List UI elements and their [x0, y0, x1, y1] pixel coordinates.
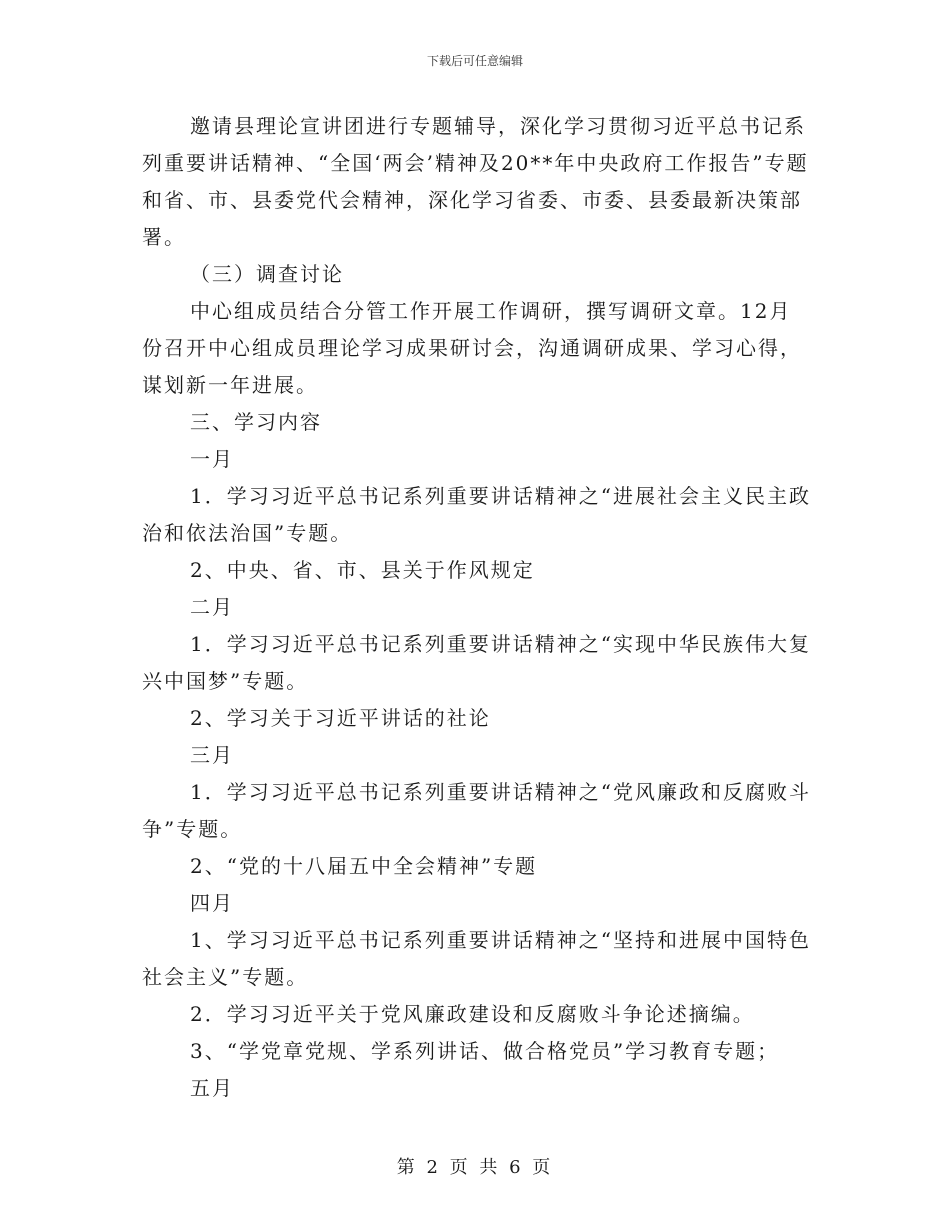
document-body: [142, 108, 812, 1107]
page-header-note: 下载后可任意编辑: [426, 54, 523, 68]
paragraph-research: 中心组成员结合分管工作开展工作调研，撰写调研文章。12月份召开中心组成员理论学习成果研讨会，沟通调研成果、学习心得，谋划新一年进展。: [142, 299, 802, 397]
month-heading-february: 二月: [190, 595, 234, 619]
list-item: 2．学习习近平关于党风廉政建设和反腐败斗争论述摘编。: [190, 1002, 755, 1026]
list-item: 2、中央、省、市、县关于作风规定: [190, 558, 535, 582]
list-item: 2、学习关于习近平讲话的社论: [190, 706, 491, 730]
month-heading-january: 一月: [190, 447, 234, 471]
month-heading-may: 五月: [190, 1076, 234, 1100]
month-heading-march: 三月: [190, 743, 234, 767]
list-item: 1．学习习近平总书记系列重要讲话精神之“进展社会主义民主政治和依法治国”专题。: [142, 484, 811, 545]
list-item: 2、“党的十八届五中全会精神”专题: [190, 854, 538, 878]
section-heading-study-content: 三、学习内容: [190, 410, 322, 434]
month-heading-april: 四月: [190, 891, 234, 915]
list-item: 3、“学党章党规、学系列讲话、做合格党员”学习教育专题；: [190, 1039, 780, 1063]
paragraph-lecture-invitation: 邀请县理论宣讲团进行专题辅导，深化学习贯彻习近平总书记系列重要讲话精神、“全国‘两会’精神及20**年中央政府工作报告”专题和省、市、县委党代会精神，深化学习省委、市委、县委最新决策部署。: [142, 114, 809, 249]
list-item: 1．学习习近平总书记系列重要讲话精神之“实现中华民族伟大复兴中国梦”专题。: [142, 632, 811, 693]
section-heading-survey-discussion: （三）调查讨论: [190, 262, 344, 286]
page-number: 第 2 页 共 6 页: [396, 1157, 554, 1178]
list-item: 1．学习习近平总书记系列重要讲话精神之“党风廉政和反腐败斗争”专题。: [142, 780, 811, 841]
list-item: 1、学习习近平总书记系列重要讲话精神之“坚持和进展中国特色社会主义”专题。: [142, 928, 811, 989]
